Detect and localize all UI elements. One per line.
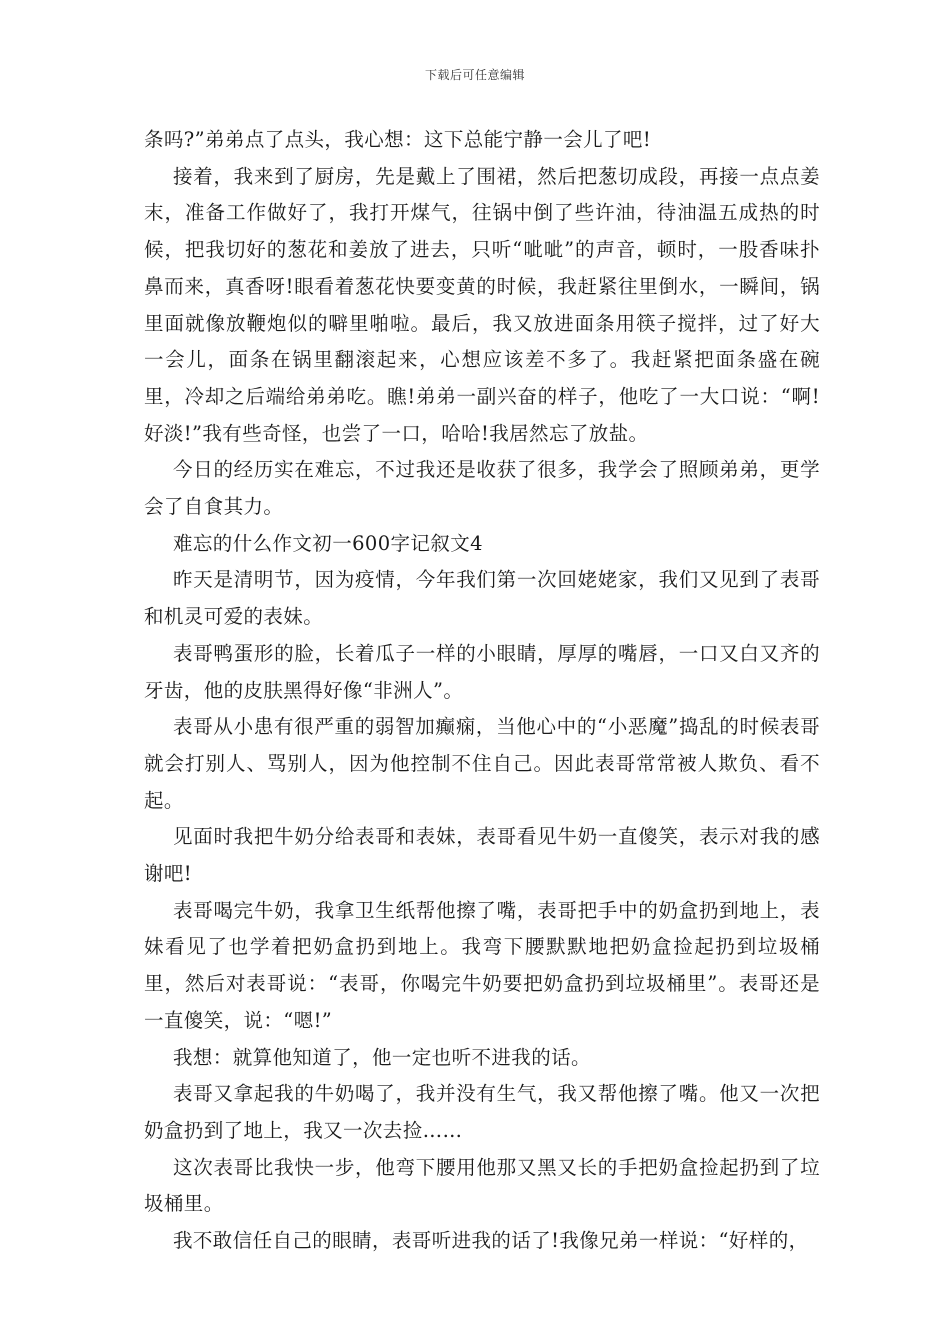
- paragraph: 表哥从小患有很严重的弱智加癫痫，当他心中的“小恶魔”捣乱的时候表哥就会打别人、骂别人，因为他控制不住自己。因此表哥常常被人欺负、看不起。: [144, 715, 820, 812]
- section-title: 难忘的什么作文初一600字记叙文4: [173, 531, 483, 555]
- paragraph: 我不敢信任自己的眼睛，表哥听进我的话了!我像兄弟一样说：“好样的，: [173, 1229, 809, 1253]
- paragraph: 表哥喝完牛奶，我拿卫生纸帮他擦了嘴，表哥把手中的奶盒扔到地上，表妹看见了也学着把奶盒扔到地上。我弯下腰默默地把奶盒捡起扔到垃圾桶里，然后对表哥说：“表哥，你喝完牛奶要把奶盒扔到垃圾桶里”。表哥还是一直傻笑，说：“嗯!”: [144, 898, 820, 1032]
- paragraph: 接着，我来到了厨房，先是戴上了围裙，然后把葱切成段，再接一点点姜末，准备工作做好了，我打开煤气，往锅中倒了些许油，待油温五成热的时候，把我切好的葱花和姜放了进去，只听“呲呲”的声音，顿时，一股香味扑鼻而来，真香呀!眼看着葱花快要变黄的时候，我赶紧往里倒水，一瞬间，锅里面就像放鞭炮似的噼里啪啦。最后，我又放进面条用筷子搅拌，过了好大一会儿，面条在锅里翻滚起来，心想应该差不多了。我赶紧把面条盛在碗里，冷却之后端给弟弟吃。瞧!弟弟一副兴奋的样子，他吃了一大口说：“啊!好淡!”我有些奇怪，也尝了一口，哈哈!我居然忘了放盐。: [144, 164, 820, 445]
- paragraph: 今日的经历实在难忘，不过我还是收获了很多，我学会了照顾弟弟，更学会了自食其力。: [144, 458, 820, 519]
- article-body: [144, 122, 820, 1260]
- paragraph: 见面时我把牛奶分给表哥和表妹，表哥看见牛奶一直傻笑，表示对我的感谢吧!: [144, 825, 820, 886]
- paragraph: 我想：就算他知道了，他一定也听不进我的话。: [173, 1045, 591, 1069]
- paragraph: 昨天是清明节，因为疫情，今年我们第一次回姥姥家，我们又见到了表哥和机灵可爱的表妹。: [144, 568, 820, 629]
- page-header: 下载后可任意编辑: [424, 68, 525, 82]
- paragraph: 表哥鸭蛋形的脸，长着瓜子一样的小眼睛，厚厚的嘴唇，一口又白又齐的牙齿，他的皮肤黑得好像“非洲人”。: [144, 641, 820, 702]
- paragraph: 表哥又拿起我的牛奶喝了，我并没有生气，我又帮他擦了嘴。他又一次把奶盒扔到了地上，我又一次去捡……: [144, 1082, 820, 1142]
- paragraph: 这次表哥比我快一步，他弯下腰用他那又黑又长的手把奶盒捡起扔到了垃圾桶里。: [144, 1155, 820, 1216]
- paragraph-continuation: 条吗?”弟弟点了点头，我心想：这下总能宁静一会儿了吧!: [144, 128, 652, 151]
